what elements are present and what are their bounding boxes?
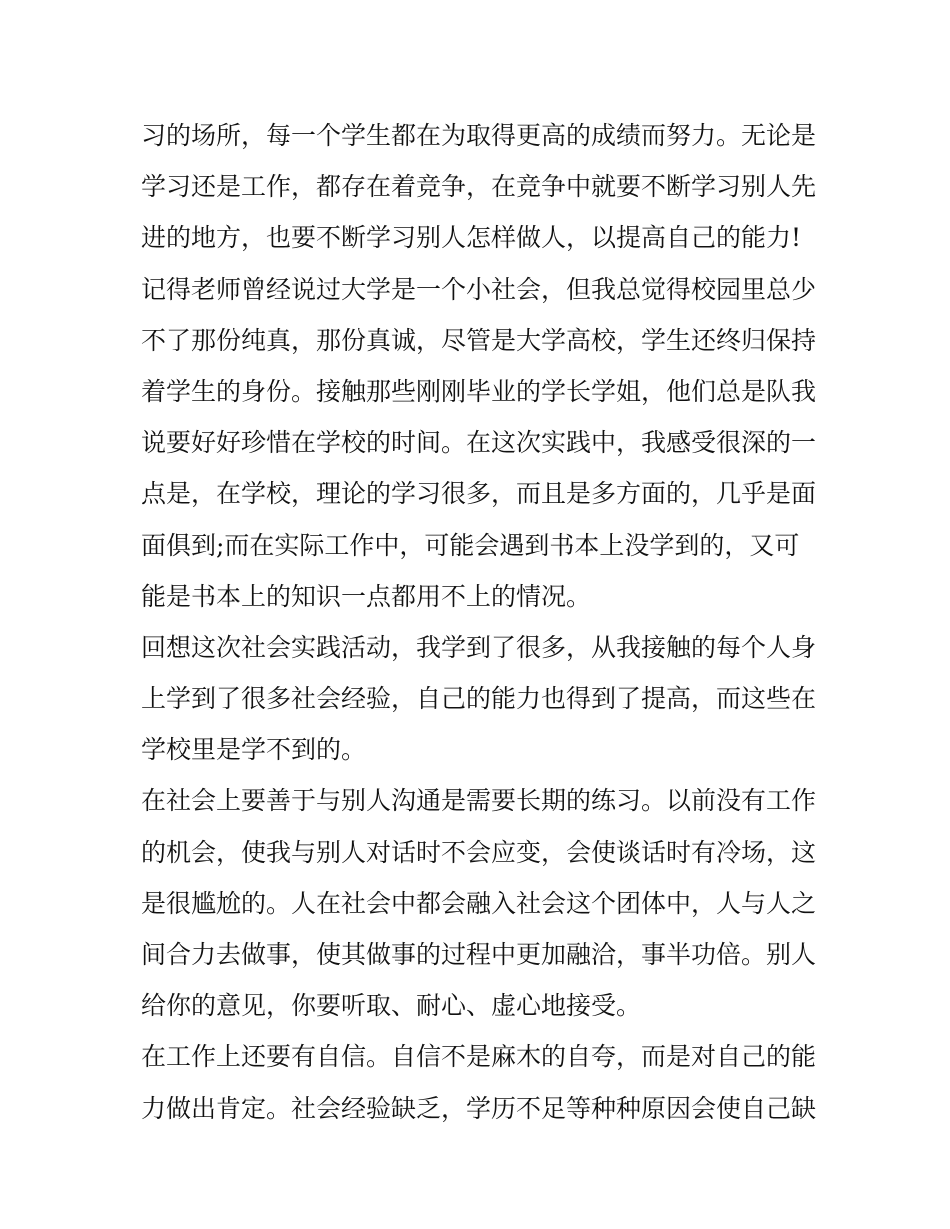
text-line: 进的地方，也要不断学习别人怎样做人，以提高自己的能力! [141,223,802,253]
text-line: 说要好好珍惜在学校的时间。在这次实践中，我感受很深的一 [141,428,817,458]
text-line: 记得老师曾经说过大学是一个小社会，但我总觉得校园里总少 [141,274,817,304]
text-line: 能是书本上的知识一点都用不上的情况。 [141,581,592,611]
text-line: 的机会，使我与别人对话时不会应变，会使谈话时有冷场，这 [141,837,817,867]
text-line: 面俱到;而在实际工作中，可能会遇到书本上没学到的，又可 [141,530,800,560]
text-line: 间合力去做事，使其做事的过程中更加融洽，事半功倍。别人 [141,940,817,969]
text-line: 学校里是学不到的。 [141,735,367,765]
text-line: 着学生的身份。接触那些刚刚毕业的学长学姐，他们总是队我 [141,376,817,406]
text-line: 不了那份纯真，那份真诚，尽管是大学高校，学生还终归保持 [141,325,817,355]
text-line: 是很尴尬的。人在社会中都会融入社会这个团体中，人与人之 [141,888,817,918]
text-line: 在工作上还要有自信。自信不是麻木的自夸，而是对自己的能 [141,1042,817,1072]
text-line: 回想这次社会实践活动，我学到了很多，从我接触的每个人身 [141,632,817,662]
text-line: 力做出肯定。社会经验缺乏，学历不足等种种原因会使自己缺 [141,1093,817,1123]
text-line: 习的场所，每一个学生都在为取得更高的成绩而努力。无论是 [141,121,817,150]
text-line: 在社会上要善于与别人沟通是需要长期的练习。以前没有工作 [141,786,817,816]
text-line: 给你的意见，你要听取、耐心、虚心地接受。 [141,991,642,1021]
text-line: 学习还是工作，都存在着竞争，在竞争中就要不断学习别人先 [141,172,817,202]
body-text [141,110,817,1134]
text-line: 上学到了很多社会经验，自己的能力也得到了提高，而这些在 [141,684,817,714]
text-line: 点是，在学校，理论的学习很多，而且是多方面的，几乎是面 [141,479,817,509]
